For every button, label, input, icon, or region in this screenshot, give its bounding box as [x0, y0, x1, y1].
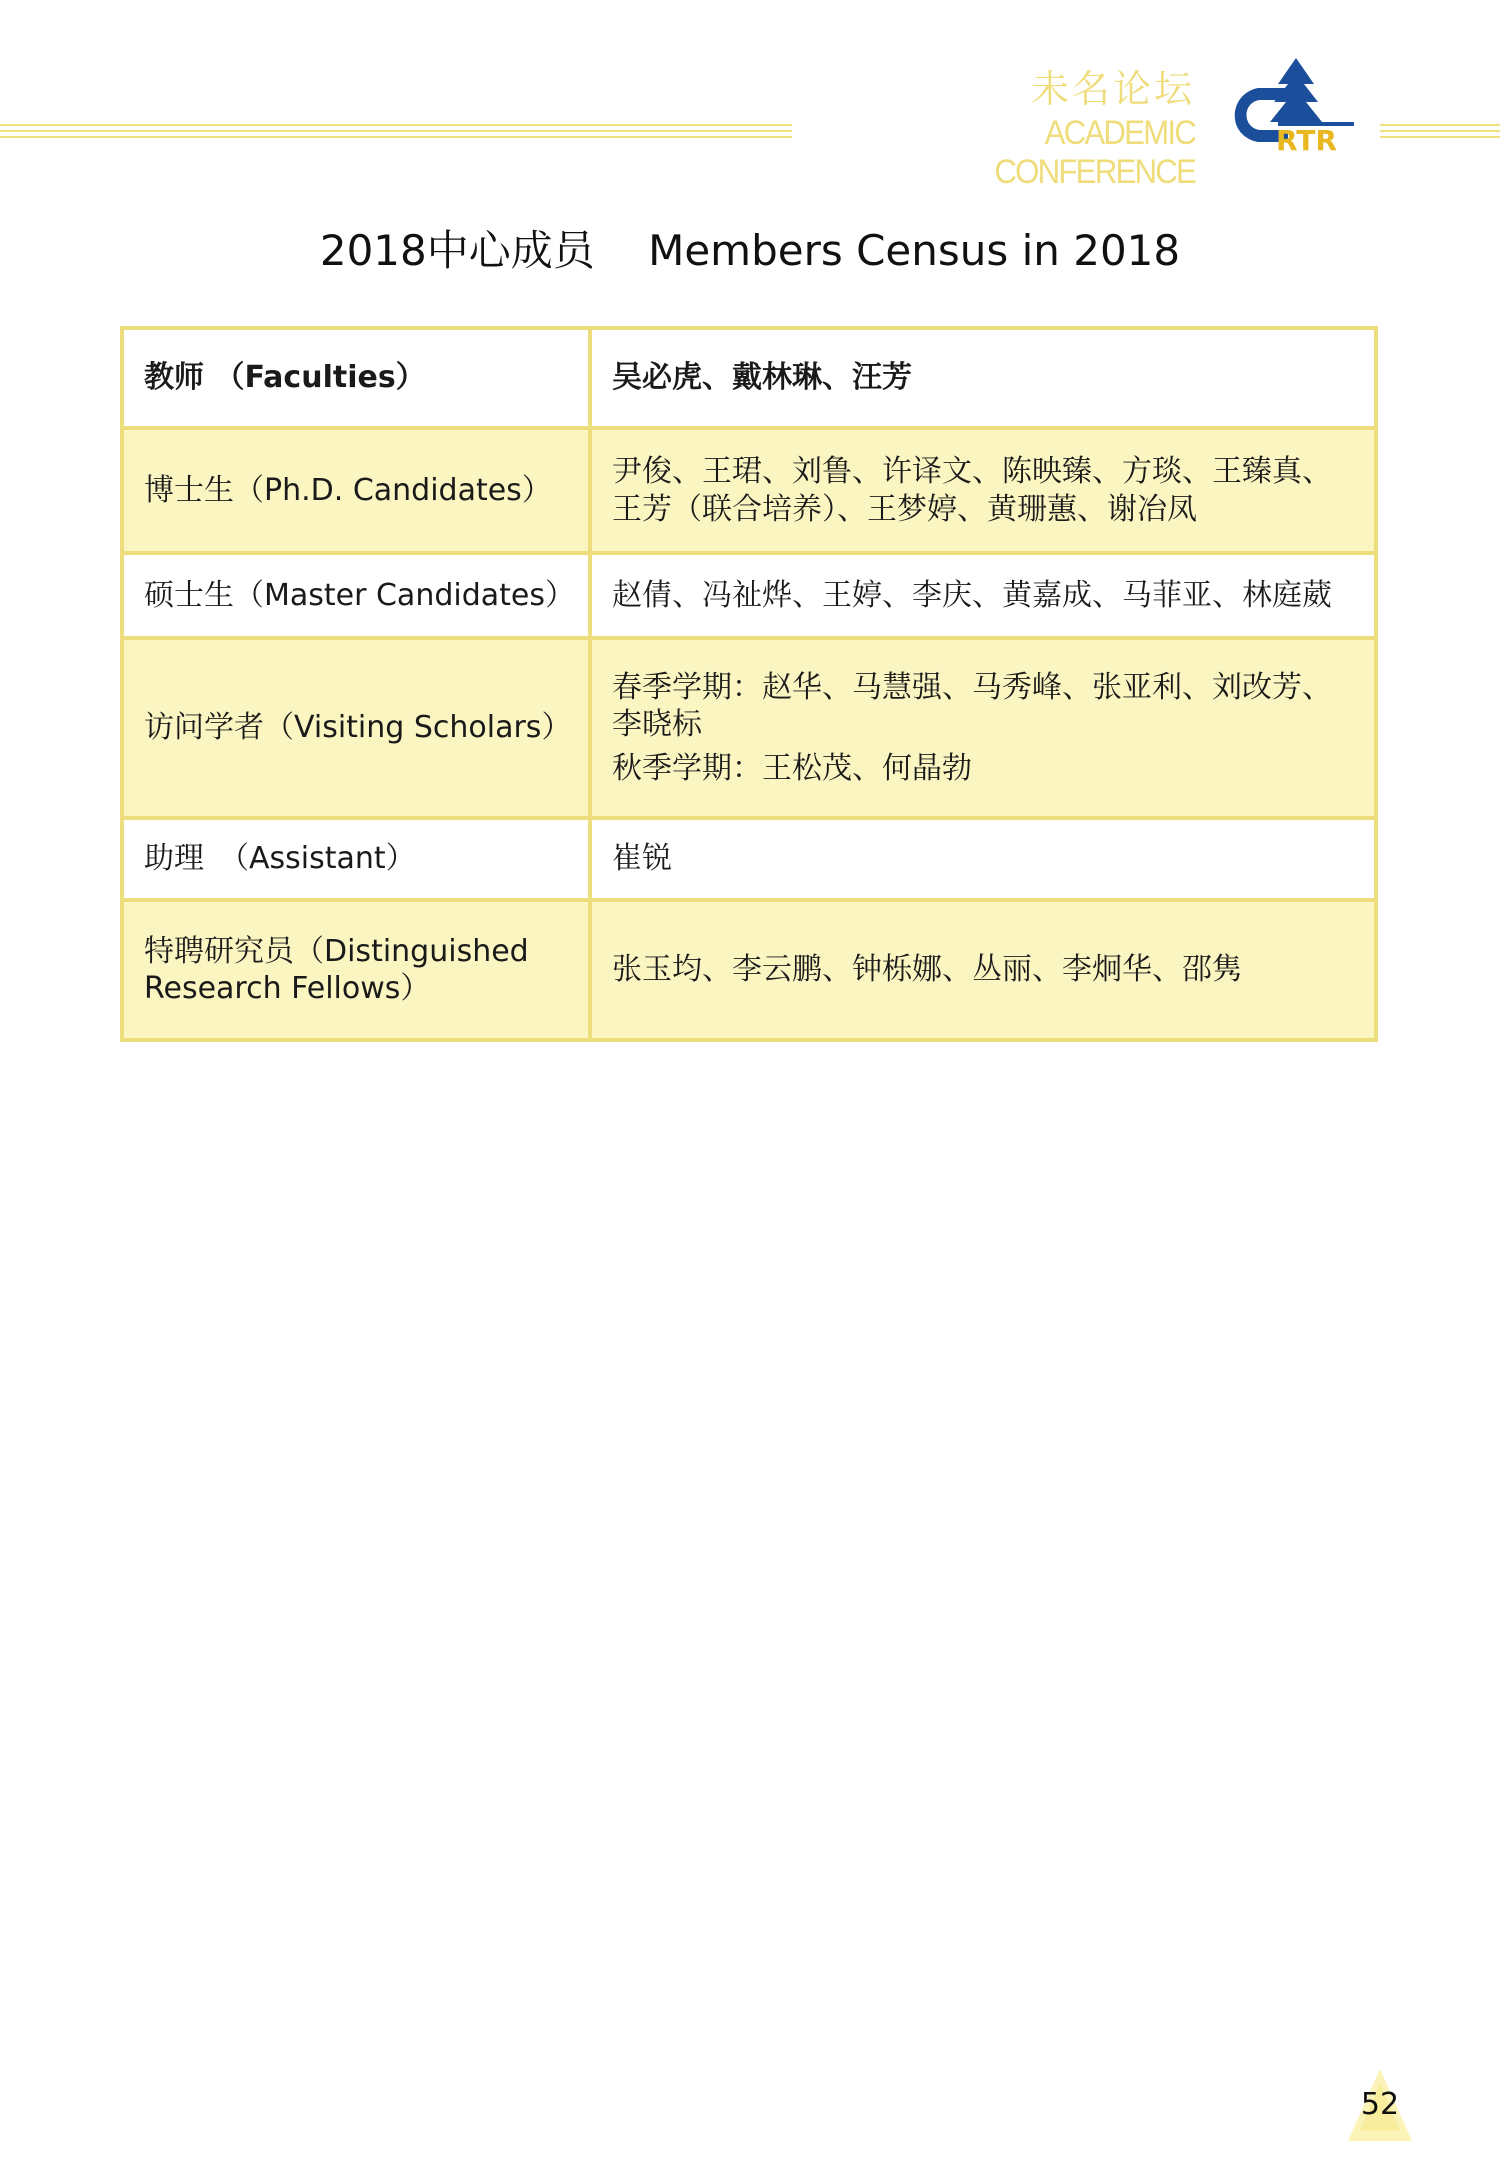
row-value	[590, 818, 1376, 900]
table-row	[122, 553, 1376, 638]
page-title	[0, 218, 1500, 278]
row-label: 硕士生（Master Candidates）	[122, 553, 590, 638]
page-number: 52	[1360, 2087, 1400, 2122]
value-line: 吴必虎、戴林琳、汪芳	[612, 360, 912, 396]
value-line: 李晓标	[612, 707, 702, 743]
row-label: 博士生（Ph.D. Candidates）	[122, 428, 590, 553]
table-row	[122, 818, 1376, 900]
row-value	[590, 553, 1376, 638]
value-line: 尹俊、王珺、刘鲁、许译文、陈映臻、方琰、王臻真、	[612, 454, 1332, 489]
brand-english: ACADEMIC CONFERENCE	[994, 114, 1195, 191]
row-label: 教师 （Faculties）	[122, 328, 590, 428]
header-rule-left	[0, 124, 792, 136]
rtr-logo-icon	[1218, 58, 1356, 154]
value-line: 张玉均、李云鹏、钟栎娜、丛丽、李炯华、邵隽	[612, 952, 1242, 988]
title-chinese: 2018中心成员	[319, 226, 595, 275]
logo-text: RTR	[1276, 124, 1337, 154]
row-value	[590, 900, 1376, 1040]
table-row	[122, 328, 1376, 428]
page-number-badge	[1340, 2065, 1420, 2145]
row-value	[590, 428, 1376, 553]
table-row	[122, 900, 1376, 1040]
row-value	[590, 328, 1376, 428]
row-value	[590, 638, 1376, 818]
header-rule-right	[1380, 124, 1500, 136]
table-row	[122, 638, 1376, 818]
row-label: 访问学者（Visiting Scholars）	[122, 638, 590, 818]
value-line: 王芳（联合培养）、王梦婷、黄珊蕙、谢冶凤	[612, 491, 1197, 527]
value-line: 赵倩、冯祉烨、王婷、李庆、黄嘉成、马菲亚、林庭葳	[612, 577, 1332, 613]
row-label: 特聘研究员（Distinguished Research Fellows）	[122, 900, 590, 1040]
row-label: 助理 （Assistant）	[122, 818, 590, 900]
table-row	[122, 428, 1376, 553]
members-table	[120, 326, 1378, 1042]
title-english: Members Census in 2018	[648, 226, 1181, 275]
brand-chinese: 未名论坛	[1030, 67, 1195, 111]
value-line: 崔锐	[612, 841, 672, 877]
value-line: 春季学期：赵华、马慧强、马秀峰、张亚利、刘改芳、	[612, 669, 1332, 705]
value-line: 秋季学期：王松茂、何晶勃	[612, 750, 972, 786]
